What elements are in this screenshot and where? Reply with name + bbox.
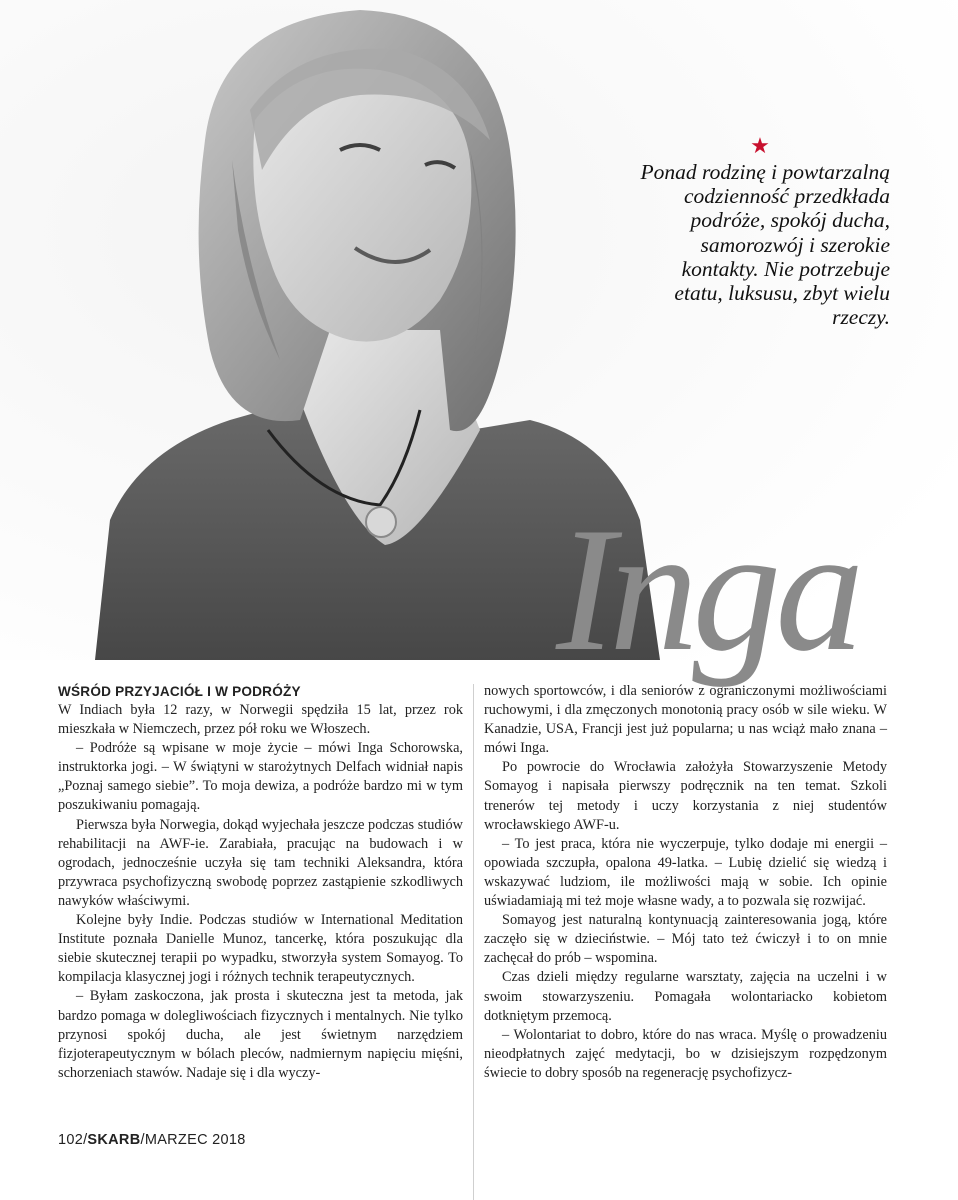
section-heading: WŚRÓD PRZYJACIÓŁ I W PODRÓŻY xyxy=(58,684,301,699)
article-column-right xyxy=(484,682,887,1083)
pull-quote xyxy=(630,136,890,329)
subject-name: Inga xyxy=(556,490,859,688)
page-footer xyxy=(58,1132,246,1148)
article-column-left xyxy=(58,682,463,1083)
red-star-icon: ★ xyxy=(750,134,770,159)
magazine-name: SKARB xyxy=(87,1132,141,1148)
paragraph: Czas dzieli między regularne warsztaty, zajęcia na uczelni i w swoim stowarzyszeniu. Pomagała wolontariacko kobietom dotkniętym przemocą. xyxy=(484,969,887,1024)
paragraph: – To jest praca, która nie wyczerpuje, tylko dodaje mi energii – opowiada szczupła, opalona 49-latka. – Lubię dzielić się wiedzą i wskazywać ludziom, ile możliwości mają w sobie. Ich opinie uświadamiają mi też moje własne wady, a to pozwala się rozwijać. xyxy=(484,835,887,910)
pull-quote-text: Ponad rodzinę i powtarzalną codzienność przedkłada podróże, spokój ducha, samorozwój i szerokie kontakty. Nie potrzebuje etatu, luksusu, zbyt wielu rzeczy. xyxy=(640,160,890,330)
column-divider xyxy=(473,684,474,1200)
paragraph: Kolejne były Indie. Podczas studiów w International Meditation Institute poznała Danielle Munoz, tancerkę, która poszukując dla siebie skutecznej terapii po wypadku, stworzyła system Somayog. To kompilacja klasycznej jogi i różnych technik terapeutycznych. xyxy=(58,912,463,986)
paragraph: – Wolontariat to dobro, które do nas wraca. Myślę o prowadzeniu nieodpłatnych zajęć medytacji, bo w dzisiejszym rozpędzonym świecie to dobry sposób na regenerację psychofizycz- xyxy=(484,1026,887,1081)
paragraph: Somayog jest naturalną kontynuacją zainteresowania jogą, które zaczęło się w dzieciństwie. – Mój tato też ćwiczył i to on mnie zachęcał do prób – wspomina. xyxy=(484,912,887,967)
page-number: 102/ xyxy=(58,1132,88,1148)
paragraph: – Byłam zaskoczona, jak prosta i skuteczna jest ta metoda, jak bardzo pomaga w dolegliwościach fizycznych i mentalnych. Nie tylko przynosi spokój ducha, ale jest świetnym narzędziem fizjoterapeutycznym w bólach pleców, nadmiernym napięciu mięśni, schorzeniach stawów. Nadaje się i dla wyczy- xyxy=(58,988,463,1081)
issue-date: /MARZEC 2018 xyxy=(140,1132,246,1148)
paragraph: W Indiach była 12 razy, w Norwegii spędziła 15 lat, przez rok mieszkała w Niemczech, przez pół roku we Włoszech. xyxy=(58,702,463,738)
paragraph: Po powrocie do Wrocławia założyła Stowarzyszenie Metody Somayog i napisała pierwszy podręcznik na ten temat. Szkoli trenerów tej metody i uczy korzystania z niej studentów wrocławskiego AWF-u. xyxy=(484,759,887,833)
paragraph: – Podróże są wpisane w moje życie – mówi Inga Schorowska, instruktorka jogi. – W świątyni w starożytnych Delfach widniał napis „Poznaj samego siebie”. To moja dewiza, a podróże bardzo mi w tym poszukiwaniu pomagają. xyxy=(58,740,463,814)
paragraph: Pierwsza była Norwegia, dokąd wyjechała jeszcze podczas studiów rehabilitacji na AWF-ie. Zarabiała, pracując na budowach i w ogrodach, jednocześnie uczyła się tam techniki Aleksandra, która przywraca psychofizyczną swobodę poprzez zastąpienie szkodliwych nawyków właściwymi. xyxy=(58,816,463,909)
paragraph: nowych sportowców, i dla seniorów z ograniczonymi możliwościami ruchowymi, i dla zmęczonych monotonią pracy osób w sile wieku. W Kanadzie, USA, Francji jest już popularna; u nas wciąż mało znana – mówi Inga. xyxy=(484,683,887,757)
